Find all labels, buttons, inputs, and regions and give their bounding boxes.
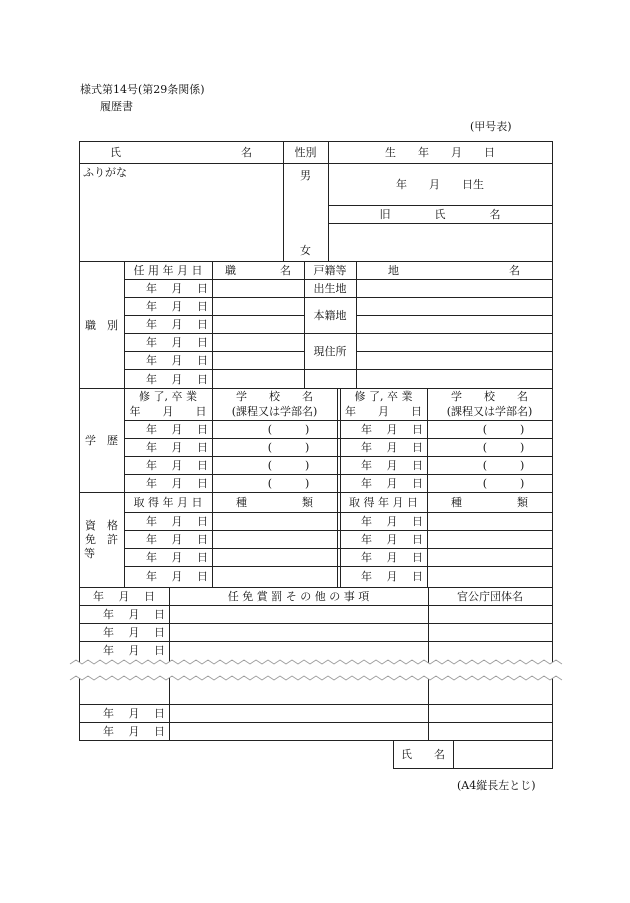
education-right-date-3: 年 月 日	[361, 459, 423, 472]
gender-male: 男	[300, 169, 311, 182]
name-label-family: 氏	[110, 146, 121, 159]
qualification-type-header-right: 種 類	[451, 496, 528, 509]
employment-section-label: 職 別	[85, 319, 118, 332]
gender-female: 女	[300, 244, 311, 257]
qualifications-label-2: 免 許	[85, 533, 118, 546]
graduation-header-right-2: 年 月 日	[345, 405, 422, 418]
education-right-date-2: 年 月 日	[361, 441, 423, 454]
education-left-paren-3: ( )	[267, 459, 310, 472]
education-left-date-2: 年 月 日	[146, 441, 208, 454]
history-date-row-5: 年 月 日	[103, 725, 165, 738]
form-number: 様式第14号(第29条関係)	[80, 83, 205, 96]
school-header-right-1: 学 校 名	[451, 390, 528, 403]
former-name-label: 旧 氏 名	[379, 208, 501, 221]
school-header-right-2: (課程又は学部名)	[446, 405, 533, 418]
signature-label: 氏 名	[401, 748, 445, 761]
birth-date-value: 年 月 日生	[396, 178, 484, 191]
employment-date-row-6: 年 月 日	[146, 373, 208, 386]
education-section-label: 学 歴	[85, 434, 118, 447]
education-right-date-1: 年 月 日	[361, 423, 423, 436]
qualification-type-header-left: 種 類	[236, 496, 313, 509]
education-left-paren-1: ( )	[267, 423, 310, 436]
history-date-row-3: 年 月 日	[103, 644, 165, 657]
history-office-header: 官公庁団体名	[457, 590, 523, 603]
page-break-wave	[0, 652, 630, 688]
qualification-left-date-1: 年 月 日	[146, 515, 208, 528]
domicile-label: 本籍地	[313, 309, 347, 322]
name-label-given: 名	[241, 146, 252, 159]
education-right-paren-1: ( )	[482, 423, 525, 436]
qualification-right-date-3: 年 月 日	[361, 551, 423, 564]
history-date-header: 年 月 日	[93, 590, 155, 603]
education-right-date-4: 年 月 日	[361, 477, 423, 490]
school-header-left-1: 学 校 名	[236, 390, 313, 403]
birthplace-label: 出生地	[313, 282, 347, 295]
history-date-row-1: 年 月 日	[103, 608, 165, 621]
employment-date-row-5: 年 月 日	[146, 354, 208, 367]
history-date-row-4: 年 月 日	[103, 707, 165, 720]
history-date-row-2: 年 月 日	[103, 626, 165, 639]
appointment-date-header: 任 用 年 月 日	[133, 264, 203, 277]
qualification-left-date-3: 年 月 日	[146, 551, 208, 564]
graduation-header-right-1: 修 了, 卒 業	[354, 390, 413, 403]
form-type: (甲号表)	[470, 120, 512, 133]
register-header: 戸籍等	[313, 264, 347, 277]
education-left-paren-4: ( )	[267, 477, 310, 490]
education-left-date-4: 年 月 日	[146, 477, 208, 490]
furigana-label: ふりがな	[83, 166, 127, 179]
education-left-date-3: 年 月 日	[146, 459, 208, 472]
education-right-paren-3: ( )	[482, 459, 525, 472]
place-name-header: 地 名	[388, 264, 520, 277]
gender-label: 性別	[294, 146, 317, 159]
history-matters-header: 任 免 賞 罰 そ の 他 の 事 項	[227, 590, 370, 603]
education-left-date-1: 年 月 日	[146, 423, 208, 436]
graduation-header-left-1: 修 了, 卒 業	[139, 390, 197, 403]
birth-date-header: 生 年 月 日	[385, 146, 495, 159]
acquisition-date-header-right: 取 得 年 月 日	[349, 496, 418, 509]
employment-date-row-3: 年 月 日	[146, 318, 208, 331]
binding-note: (A4縦長左とじ)	[457, 779, 536, 792]
education-right-paren-4: ( )	[482, 477, 525, 490]
job-title-header: 職 名	[225, 264, 291, 277]
acquisition-date-header-left: 取 得 年 月 日	[133, 496, 203, 509]
graduation-header-left-2: 年 月 日	[129, 405, 207, 418]
residence-label: 現住所	[313, 345, 347, 358]
school-header-left-2: (課程又は学部名)	[231, 405, 318, 418]
education-left-paren-2: ( )	[267, 441, 310, 454]
qualification-right-date-1: 年 月 日	[361, 515, 423, 528]
employment-date-row-1: 年 月 日	[146, 282, 208, 295]
qualification-left-date-2: 年 月 日	[146, 533, 208, 546]
employment-date-row-2: 年 月 日	[146, 300, 208, 313]
employment-date-row-4: 年 月 日	[146, 336, 208, 349]
qualification-left-date-4: 年 月 日	[146, 570, 208, 583]
qualification-right-date-2: 年 月 日	[361, 533, 423, 546]
document-title: 履歴書	[100, 100, 133, 113]
qualification-right-date-4: 年 月 日	[361, 570, 423, 583]
qualifications-label-1: 資 格	[85, 519, 118, 532]
qualifications-label-3: 等	[84, 547, 95, 560]
education-right-paren-2: ( )	[482, 441, 525, 454]
